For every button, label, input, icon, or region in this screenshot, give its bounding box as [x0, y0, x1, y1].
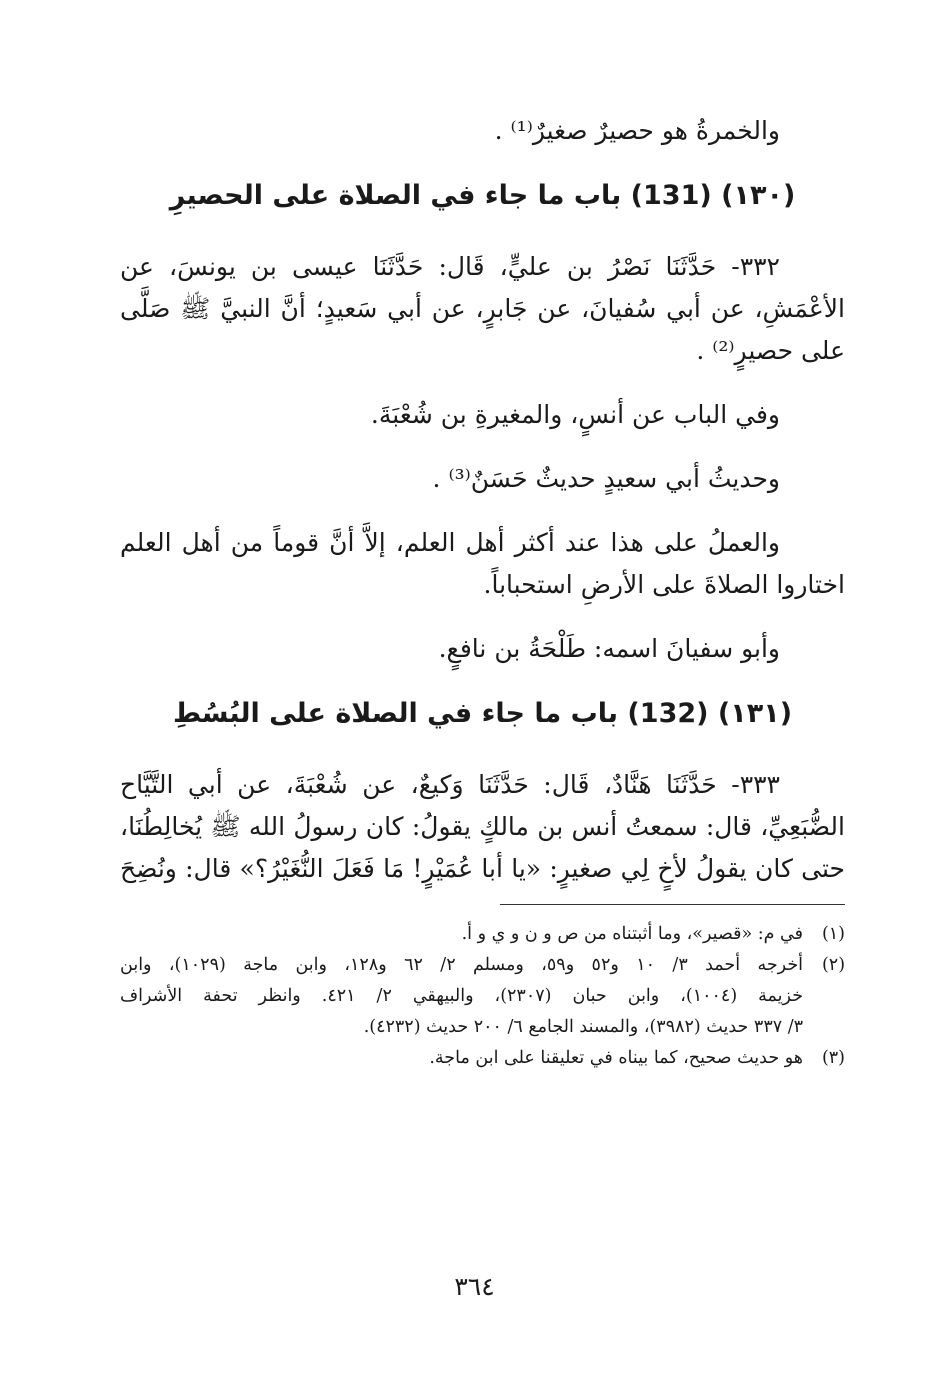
- footnote-text: هو حديث صحيح، كما بيناه في تعليقنا على ابن ماجة.: [429, 1048, 803, 1068]
- intro-line: والخمرةُ هو حصيرٌ صغيرٌ⁽¹⁾ .: [494, 116, 780, 145]
- footnote-number: (٣): [821, 1048, 845, 1068]
- footnotes: [120, 919, 845, 1074]
- hadith-332-line-1: ٣٣٢- حَدَّثَنَا نَصْرُ بن عليٍّ، قَال: حَدَّثَنَا عيسى بن يونسَ، عن: [120, 252, 780, 281]
- footnote-2-line-2: خزيمة (١٠٠٤)، وابن حبان (٢٣٠٧)، والبيهقي ٢/ ٤٢١. وانظر تحفة الأشراف: [120, 986, 804, 1006]
- chapter-heading-131: (١٣٠) (131) باب ما جاء في الصلاة على الحصيرِ: [169, 180, 796, 211]
- bab-line: وفي الباب عن أنسٍ، والمغيرةِ بن شُعْبَةَ.: [370, 400, 780, 429]
- practice-line-1: والعملُ على هذا عند أكثر أهل العلم، إلاَّ أنَّ قوماً من أهل العلم: [120, 528, 780, 557]
- footnote-text: أخرجه أحمد ٣/ ١٠ و٥٢ و٥٩، ومسلم ٢/ ٦٢ و١٢٨، وابن ماجة (١٠٢٩)، وابن: [120, 955, 804, 975]
- practice-line-2: اختاروا الصلاةَ على الأرضِ استحباباً.: [483, 570, 845, 599]
- footnote-number: (١): [821, 924, 845, 944]
- name-line: وأبو سفيانَ اسمه: طَلْحَةُ بن نافعٍ.: [438, 634, 780, 663]
- footnote-1: [120, 919, 845, 950]
- hadith-333-line-1: ٣٣٣- حَدَّثَنَا هَنَّادٌ، قَال: حَدَّثَنَا وَكيعٌ، عن شُعْبَةَ، عن أبي التَّيَّاح: [120, 770, 780, 799]
- footnote-text: في م: «قصير»، وما أثبتناه من ص و ن و ي و أ.: [461, 924, 803, 944]
- hadith-333-line-2: الضُّبَعِيِّ، قال: سمعتُ أنس بن مالكٍ يقولُ: كان رسولُ الله ﷺ يُخالِطُنَا،: [120, 812, 845, 841]
- footnote-2-line-3: ٣/ ٣٣٧ حديث (٣٩٨٢)، والمسند الجامع ٦/ ٢٠٠ حديث (٤٢٣٢).: [363, 1017, 803, 1037]
- chapter-heading-132: (١٣١) (132) باب ما جاء في الصلاة على البُسُطِ: [172, 698, 793, 729]
- footnote-divider: [500, 904, 845, 905]
- footnote-2: [120, 950, 845, 981]
- hadith-332-line-2: الأعْمَشِ، عن أبي سُفيانَ، عن جَابرٍ، عن أبي سَعيدٍ؛ أنَّ النبيَّ ﷺ صَلَّى: [120, 294, 845, 323]
- page-body: [120, 110, 845, 1074]
- grading-line: وحديثُ أبي سعيدٍ حديثٌ حَسَنٌ⁽³⁾ .: [432, 464, 780, 493]
- footnote-3: [120, 1043, 845, 1074]
- hadith-332-line-3: على حصيرٍ⁽²⁾ .: [696, 336, 845, 365]
- footnote-number: (٢): [821, 955, 846, 975]
- page-number: ٣٦٤: [454, 1272, 495, 1301]
- hadith-333-line-3: حتى كان يقولُ لأخٍ لِي صغيرٍ: «يا أبا عُمَيْرٍ! مَا فَعَلَ النُّغَيْرُ؟» قال: ونُضِحَ: [120, 854, 845, 883]
